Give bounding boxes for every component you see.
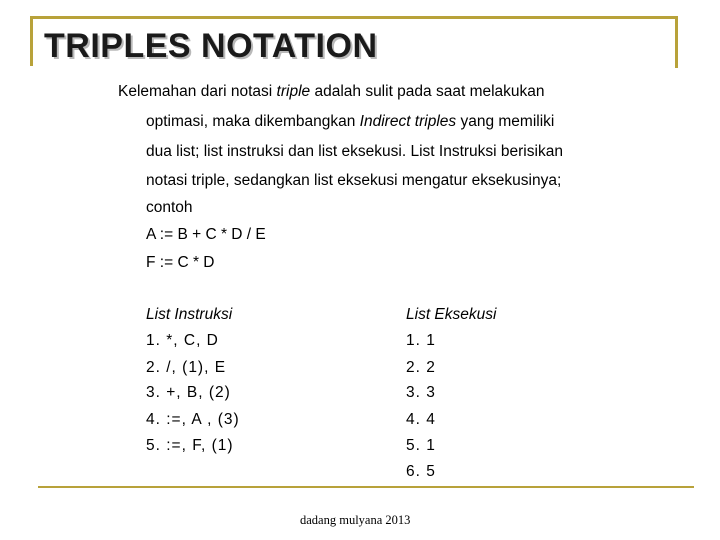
- instruction-row: 1. *, C, D: [146, 332, 219, 349]
- execution-row: 4. 4: [406, 411, 436, 428]
- text-run: optimasi, maka dikembangkan: [146, 113, 360, 130]
- instruction-row: 2. /, (1), E: [146, 359, 227, 376]
- instruction-row: 5. :=, F, (1): [146, 437, 234, 454]
- slide-title: TRIPLES NOTATION: [44, 27, 378, 65]
- frame-right-border: [675, 16, 678, 68]
- frame-bottom-border: [38, 486, 694, 488]
- instruction-row: 4. :=, A , (3): [146, 411, 240, 428]
- emphasis-indirect-triples: Indirect triples: [359, 113, 457, 130]
- example-expression-1: A := B + C * D / E: [146, 226, 266, 243]
- text-run: yang memiliki: [456, 113, 555, 130]
- paragraph-line-3: dua list; list instruksi dan list eksekusi. List Instruksi berisikan: [146, 143, 563, 160]
- paragraph-line-4: notasi triple, sedangkan list eksekusi mengatur eksekusinya;: [146, 172, 562, 189]
- footer-author: dadang mulyana 2013: [300, 513, 411, 527]
- execution-row: 2. 2: [406, 359, 436, 376]
- instruction-row: 3. +, B, (2): [146, 384, 231, 401]
- example-expression-2: F := C * D: [146, 254, 215, 271]
- execution-row: 5. 1: [406, 437, 436, 454]
- text-run: Kelemahan dari notasi: [118, 83, 277, 100]
- text-run: adalah sulit pada saat melakukan: [310, 83, 545, 100]
- execution-row: 3. 3: [406, 384, 436, 401]
- paragraph-line-1: [118, 83, 545, 101]
- paragraph-line-5: contoh: [146, 199, 193, 216]
- instruction-list-header: List Instruksi: [146, 306, 233, 323]
- frame-top-border: [30, 16, 678, 19]
- frame-left-border: [30, 16, 33, 66]
- execution-list-header: List Eksekusi: [406, 306, 497, 323]
- emphasis-triple: triple: [276, 83, 311, 100]
- execution-row: 1. 1: [406, 332, 436, 349]
- paragraph-line-2: [146, 113, 554, 131]
- execution-row: 6. 5: [406, 463, 436, 480]
